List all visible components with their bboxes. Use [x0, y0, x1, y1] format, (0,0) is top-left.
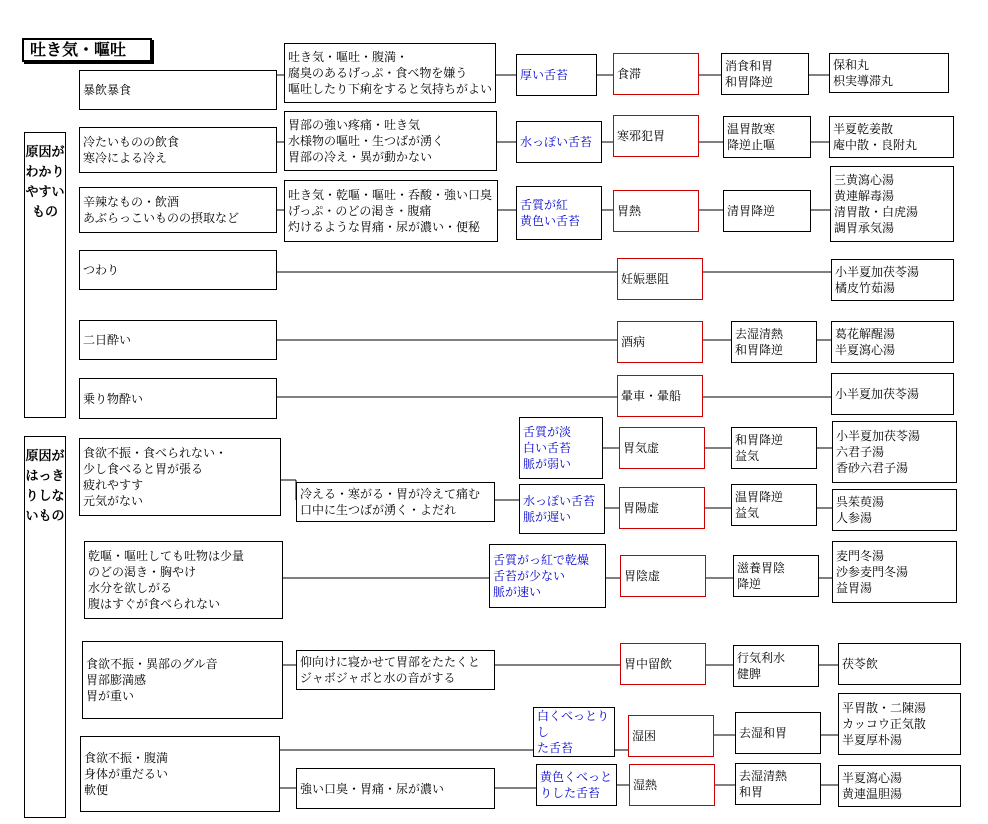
pattern-box: 湿熱 — [629, 764, 715, 806]
section-label-unclear-cause: 原因がはっきりしないもの — [24, 436, 66, 818]
section-label-clear-cause: 原因がわかりやすいもの — [24, 132, 66, 418]
cause-box: 食欲不振・異部のグル音 胃部膨満感 胃が重い — [82, 641, 283, 719]
page-title: 吐き気・嘔吐 — [22, 38, 152, 62]
symptom-box: 胃部の強い疼痛・吐き気 水様物の嘔吐・生つばが湧く 胃部の冷え・異が動かない — [284, 111, 497, 171]
formula-box: 保和丸 枳実導滞丸 — [829, 53, 949, 93]
cause-box: 乗り物酔い — [79, 378, 277, 419]
pattern-box: 寒邪犯胃 — [613, 115, 699, 157]
symptom-box: 吐き気・乾嘔・嘔吐・呑酸・強い口臭 げっぷ・のどの渇き・腹痛 灼けるような胃痛・尿が濃い・便秘 — [284, 180, 498, 242]
formula-box: 小半夏加茯苓湯 — [831, 373, 954, 415]
symptom-box: 吐き気・嘔吐・腹満・ 腐臭のあるげっぷ・食べ物を嫌う 嘔吐したり下痢をすると気持ちがよい — [284, 43, 496, 103]
cause-box: 冷たいものの飲食 寒冷による冷え — [79, 127, 277, 173]
formula-box: 小半夏加茯苓湯 六君子湯 香砂六君子湯 — [832, 421, 957, 483]
cause-box: 食欲不振・腹満 身体が重だるい 軟便 — [80, 736, 280, 812]
formula-box: 茯苓飲 — [838, 643, 961, 685]
tongue-box: 黄色くべっと りした舌苔 — [536, 764, 617, 806]
formula-box: 呉茱萸湯 人参湯 — [832, 489, 957, 531]
treatment-box: 温胃降逆 益気 — [731, 484, 817, 526]
pattern-box: 妊娠悪阻 — [617, 258, 703, 300]
pattern-box: 酒病 — [617, 321, 703, 363]
treatment-box: 清胃降逆 — [723, 190, 811, 232]
formula-box: 半夏瀉心湯 黄連温胆湯 — [838, 765, 961, 807]
formula-box: 小半夏加茯苓湯 橘皮竹茹湯 — [831, 259, 954, 301]
tongue-box: 白くべっとりし た舌苔 — [533, 707, 615, 757]
cause-box: 辛辣なもの・飲酒 あぶらっこいものの摂取など — [79, 187, 277, 233]
tongue-box: 厚い舌苔 — [516, 54, 597, 96]
formula-box: 麦門冬湯 沙参麦門冬湯 益胃湯 — [832, 541, 957, 603]
treatment-box: 滋養胃陰 降逆 — [733, 555, 819, 597]
symptom-box: 強い口臭・胃痛・尿が濃い — [296, 768, 495, 809]
pattern-box: 胃中留飲 — [620, 643, 706, 685]
formula-box: 葛花解醒湯 半夏瀉心湯 — [831, 321, 954, 363]
cause-box: 二日酔い — [79, 320, 277, 360]
pattern-box: 胃陰虚 — [620, 555, 706, 597]
cause-box: 乾嘔・嘔吐しても吐物は少量 のどの渇き・胸やけ 水分を欲しがる 腹はすぐが食べられない — [84, 541, 283, 619]
pattern-box: 暈車・暈船 — [617, 375, 703, 417]
treatment-box: 去湿和胃 — [735, 712, 821, 754]
formula-box: 平胃散・二陳湯 カッコウ正気散 半夏厚朴湯 — [838, 693, 961, 755]
pattern-box: 胃熱 — [613, 190, 699, 232]
treatment-box: 和胃降逆 益気 — [731, 427, 817, 469]
cause-box: 暴飲暴食 — [79, 70, 277, 110]
cause-box: 食欲不振・食べられない・ 少し食べると胃が張る 疲れやすす 元気がない — [79, 438, 281, 516]
tongue-box: 舌質がっ紅で乾燥 舌苔が少ない 脈が速い — [489, 544, 606, 608]
symptom-box: 冷える・寒がる・胃が冷えて痛む 口中に生つばが湧く・よだれ — [296, 482, 495, 522]
tongue-box: 舌質が淡 白い舌苔 脈が弱い — [519, 417, 603, 479]
tongue-box: 舌質が紅 黄色い舌苔 — [516, 186, 602, 240]
tongue-box: 水っぽい舌苔 — [516, 121, 602, 163]
pattern-box: 胃気虚 — [619, 427, 705, 469]
symptom-box: 仰向けに寝かせて胃部をたたくと ジャボジャボと水の音がする — [296, 650, 495, 690]
treatment-box: 消食和胃 和胃降逆 — [721, 53, 809, 95]
formula-box: 半夏乾姜散 庵中散・良附丸 — [829, 116, 954, 158]
treatment-box: 温胃散寒 降逆止嘔 — [723, 116, 811, 158]
formula-box: 三黄瀉心湯 黄連解毒湯 清胃散・白虎湯 調胃承気湯 — [830, 166, 954, 242]
treatment-box: 去湿清熱 和胃 — [735, 763, 821, 805]
pattern-box: 湿困 — [628, 715, 714, 757]
treatment-box: 去湿清熱 和胃降逆 — [731, 321, 817, 363]
pattern-box: 胃陽虚 — [619, 487, 705, 529]
treatment-box: 行気利水 健脾 — [733, 645, 819, 687]
cause-box: つわり — [79, 250, 277, 290]
pattern-box: 食滞 — [613, 53, 699, 95]
tongue-box: 水っぽい舌苔 脈が遅い — [519, 484, 605, 534]
